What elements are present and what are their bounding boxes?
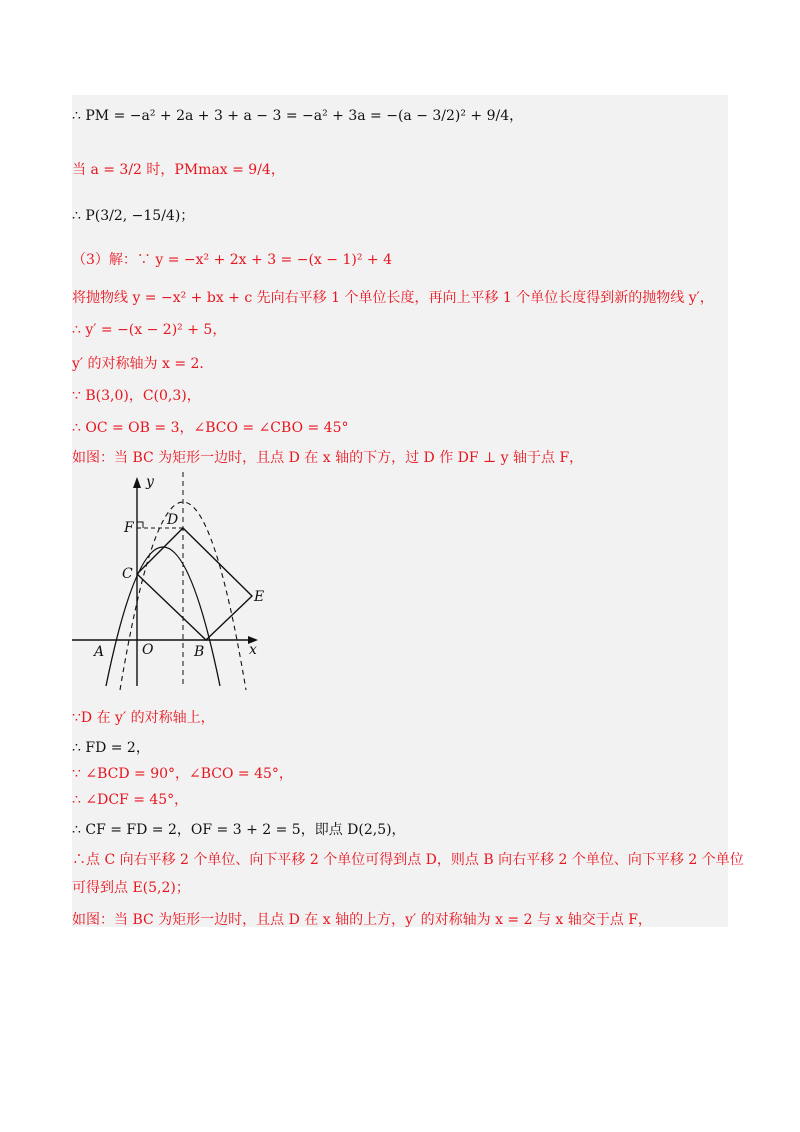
line-parabola-shift: 将抛物线 y = −x² + bx + c 先向右平移 1 个单位长度，再向上平移 1 个单位长度得到新的抛物线 y′， <box>72 290 714 306</box>
label-o: O <box>142 642 154 658</box>
line-bcd-angle: ∵ ∠BCD = 90°，∠BCO = 45°， <box>72 766 293 782</box>
label-x: x <box>249 642 257 658</box>
line-point-e: 可得到点 E(5,2)； <box>72 880 190 896</box>
label-f: F <box>124 520 134 536</box>
rectangle-cdeb <box>137 528 252 640</box>
line-point-p: ∴ P(3/2, −15/4)； <box>72 208 195 224</box>
line-translation: ∴点 C 向右平移 2 个单位、向下平移 2 个单位可得到点 D，则点 B 向右平移 2 个单位、向下平移 2 个单位 <box>72 852 744 868</box>
line-case-below: 如图：当 BC 为矩形一边时，且点 D 在 x 轴的下方，过 D 作 DF ⊥ y 轴于点 F， <box>72 450 584 466</box>
line-oc-ob: ∴ OC = OB = 3，∠BCO = ∠CBO = 45° <box>72 420 349 436</box>
y-axis-arrow <box>133 477 141 488</box>
geometry-figure <box>72 472 272 694</box>
label-b: B <box>194 644 205 660</box>
line-pm-max: 当 a = 3/2 时，PMmax = 9/4， <box>72 162 285 178</box>
line-pm-expression: ∴ PM = −a² + 2a + 3 + a − 3 = −a² + 3a = −(a − 3/2)² + 9/4， <box>72 108 524 124</box>
label-a: A <box>94 644 105 660</box>
line-fd: ∴ FD = 2， <box>72 740 150 756</box>
line-new-parabola: ∴ y′ = −(x − 2)² + 5， <box>72 322 227 338</box>
label-y: y <box>146 474 154 490</box>
line-points-bc: ∵ B(3,0)，C(0,3)， <box>72 388 201 404</box>
label-c: C <box>122 566 133 582</box>
line-symmetry-axis: y′ 的对称轴为 x = 2． <box>72 356 214 372</box>
line-case-above: 如图：当 BC 为矩形一边时，且点 D 在 x 轴的上方，y′ 的对称轴为 x = 2 与 x 轴交于点 F， <box>72 912 652 928</box>
line-part3-solution: （3）解：∵ y = −x² + 2x + 3 = −(x − 1)² + 4 <box>72 252 392 268</box>
line-cf-fd: ∴ CF = FD = 2，OF = 3 + 2 = 5，即点 D(2,5)， <box>72 822 406 838</box>
label-d: D <box>167 512 179 528</box>
line-d-on-axis: ∵D 在 y′ 的对称轴上， <box>72 710 215 726</box>
right-angle-mark-f <box>137 522 143 528</box>
line-dcf-angle: ∴ ∠DCF = 45°， <box>72 792 189 808</box>
label-e: E <box>254 589 265 605</box>
